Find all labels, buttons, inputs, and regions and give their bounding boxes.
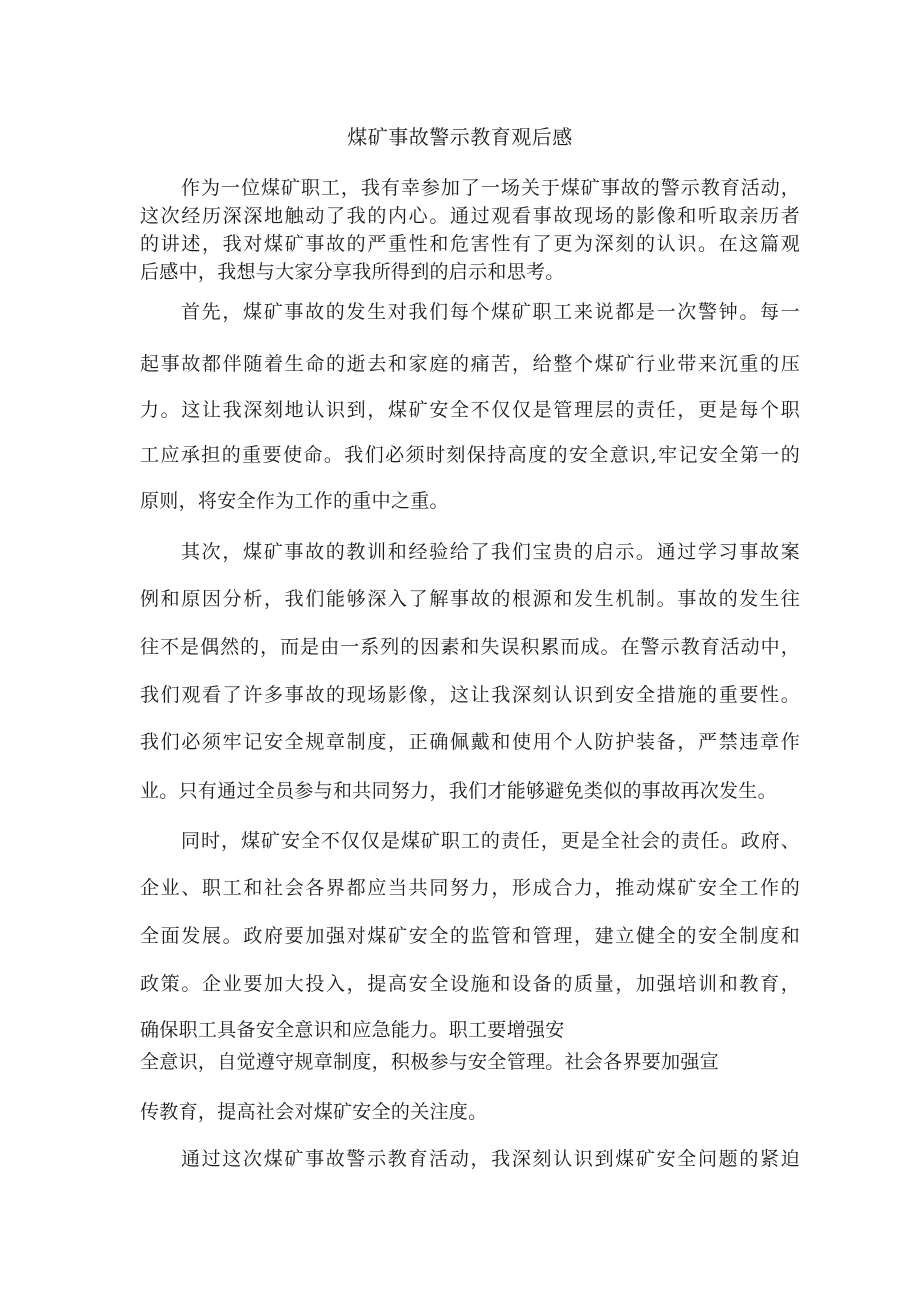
paragraph-line: 工应承担的重要使命。我们必须时刻保持高度的安全意识,牢记安全第一的 [140, 444, 800, 466]
paragraph-line: 其次，煤矿事故的教训和经验给了我们宝贵的启示。通过学习事故案 [181, 541, 800, 563]
paragraph-line: 这次经历深深地触动了我的内心。通过观看事故现场的影像和听取亲历者 [140, 205, 800, 227]
paragraph-line: 我们必须牢记安全规章制度，正确佩戴和使用个人防护装备，严禁违章作 [140, 731, 800, 753]
paragraph-line: 起事故都伴随着生命的逝去和家庭的痛苦，给整个煤矿行业带来沉重的压 [140, 353, 800, 375]
paragraph-line: 通过这次煤矿事故警示教育活动，我深刻认识到煤矿安全问题的紧迫 [181, 1148, 800, 1170]
paragraph-line: 往不是偶然的，而是由一系列的因素和失误积累而成。在警示教育活动中， [140, 636, 800, 658]
paragraph-line: 我们观看了许多事故的现场影像，这让我深刻认识到安全措施的重要性。 [140, 684, 800, 706]
paragraph-line: 传教育，提高社会对煤矿安全的关注度。 [140, 1101, 488, 1123]
paragraph-line: 原则，将安全作为工作的重中之重。 [140, 490, 449, 512]
paragraph-line: 作为一位煤矿职工，我有幸参加了一场关于煤矿事故的警示教育活动， [181, 177, 800, 199]
paragraph-line: 的讲述，我对煤矿事故的严重性和危害性有了更为深刻的认识。在这篇观 [140, 233, 800, 255]
paragraph-line: 例和原因分析，我们能够深入了解事故的根源和发生机制。事故的发生往 [140, 588, 800, 610]
paragraph-line: 企业、职工和社会各界都应当共同努力，形成合力，推动煤矿安全工作的 [140, 877, 800, 899]
paragraph-line: 首先，煤矿事故的发生对我们每个煤矿职工来说都是一次警钟。每一 [181, 301, 800, 323]
paragraph-line: 后感中，我想与大家分享我所得到的启示和思考。 [140, 261, 565, 283]
paragraph-line: 全面发展。政府要加强对煤矿安全的监管和管理，建立健全的安全制度和 [140, 925, 800, 947]
document-title: 煤矿事故警示教育观后感 [347, 125, 573, 149]
paragraph-line: 全意识，自觉遵守规章制度，积极参与安全管理。社会各界要加强宣 [140, 1051, 720, 1073]
paragraph-line: 政策。企业要加大投入，提高安全设施和设备的质量，加强培训和教育， [140, 973, 800, 995]
paragraph-line: 确保职工具备安全意识和应急能力。职工要增强安 [140, 1019, 565, 1041]
paragraph-line: 力。这让我深刻地认识到，煤矿安全不仅仅是管理层的责任，更是每个职 [140, 399, 800, 421]
paragraph-line: 同时，煤矿安全不仅仅是煤矿职工的责任，更是全社会的责任。政府、 [181, 830, 800, 852]
paragraph-line: 业。只有通过全员参与和共同努力，我们才能够避免类似的事故再次发生。 [140, 780, 777, 802]
